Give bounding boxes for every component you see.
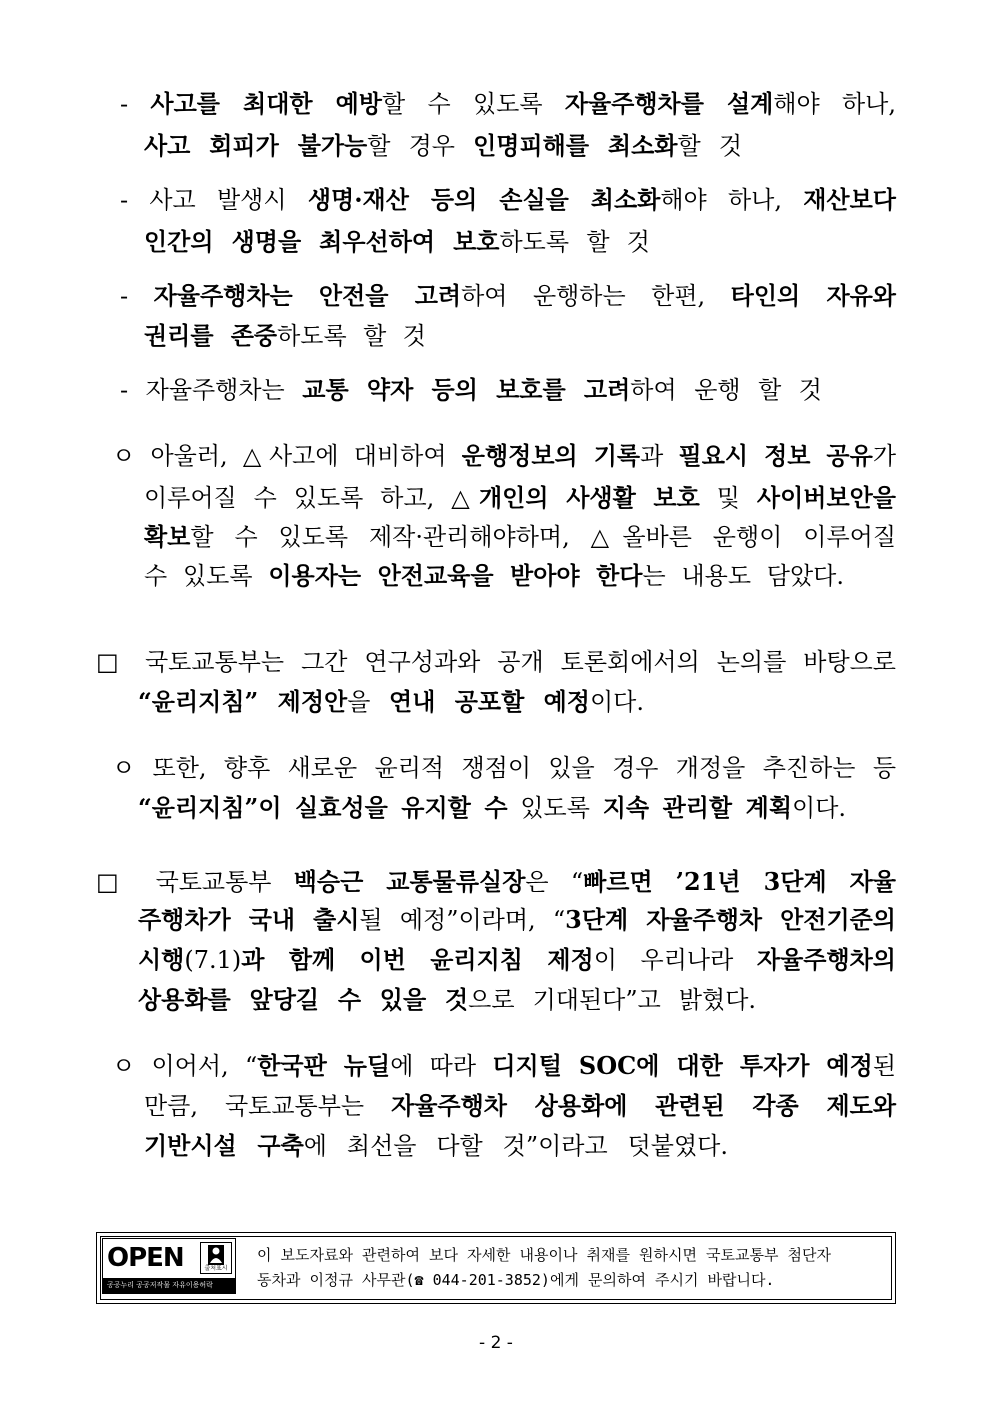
kogl-open-logo: OPEN [107, 1243, 184, 1273]
emphasis-text: 타인의 자유와 [730, 281, 896, 310]
body-line [96, 646, 896, 678]
emphasis-text: 운행정보의 기록 [461, 441, 641, 470]
body-text: 은 “ [525, 868, 584, 896]
body-line [96, 866, 896, 898]
body-text: 이 우리나라 [593, 946, 757, 974]
emphasis-text: 디지털 SOC에 대한 투자가 예정 [492, 1051, 873, 1080]
body-line [112, 752, 896, 784]
body-text: - 사고 발생시 [120, 186, 308, 214]
body-text: 할 수 있도록 [381, 90, 565, 118]
kogl-label-bar: 공공누리 공공저작물 자유이용허락 [103, 1278, 235, 1293]
emphasis-text: 시행 [138, 945, 185, 974]
body-text: 이루어질 수 있도록 하고, △ [144, 484, 479, 512]
emphasis-text: 백승근 교통물류실장 [293, 867, 526, 896]
body-text: - [120, 90, 151, 118]
body-text: 할 경우 [367, 132, 474, 160]
body-text: 및 [699, 484, 757, 512]
body-text: - 자율주행차는 [120, 376, 303, 404]
body-text: 과 [640, 442, 679, 470]
emphasis-text: 기반시설 구축 [144, 1131, 304, 1160]
body-line [138, 904, 896, 936]
body-text: 될 예정”이라며, “ [359, 906, 566, 934]
body-text: 해야 하나, [773, 90, 896, 118]
body-text: ㅇ 또한, 향후 새로운 윤리적 쟁점이 있을 경우 개정을 추진하는 등 [112, 754, 896, 782]
emphasis-text: 개인의 사생활 보호 [479, 483, 700, 512]
emphasis-text: 주행차가 국내 출시 [138, 905, 360, 934]
attribution-caption: 출처표시 [204, 1265, 228, 1272]
body-line [112, 1050, 896, 1082]
body-line [144, 482, 896, 514]
emphasis-text: “윤리지침”이 실효성을 유지할 수 [138, 793, 508, 822]
emphasis-text: 과 함께 이번 윤리지침 제정 [241, 945, 594, 974]
body-line [138, 792, 846, 824]
body-text: 하여 운행하는 한편, [461, 282, 731, 310]
body-line [120, 280, 896, 312]
body-text: 할 것 [677, 132, 743, 160]
emphasis-text: 빠르면 ’21년 3단계 자율 [583, 867, 896, 896]
body-line [144, 1090, 896, 1122]
body-text: 해야 하나, [660, 186, 804, 214]
attribution-person-icon [200, 1242, 232, 1274]
emphasis-text: 사이버보안을 [756, 483, 896, 512]
body-line [138, 686, 644, 718]
emphasis-text: 권리를 존중 [144, 321, 278, 350]
body-text: 하도록 할 것 [277, 322, 426, 350]
body-text: □ 국토교통부 [96, 868, 294, 896]
body-line [120, 184, 896, 216]
body-line [112, 440, 896, 472]
emphasis-text: 3단계 자율주행차 안전기준의 [565, 905, 896, 934]
emphasis-text: 자율주행차의 [756, 945, 896, 974]
contact-line-1: 이 보도자료와 관련하여 보다 자세한 내용이나 취재를 원하시면 국토교통부 첨단자 [257, 1246, 831, 1264]
body-line [138, 944, 896, 976]
body-text: 이다. [589, 688, 644, 716]
body-text: □ 국토교통부는 그간 연구성과와 공개 토론회에서의 논의를 바탕으로 [96, 648, 896, 676]
contact-box [96, 1232, 896, 1304]
kogl-open-license-badge [102, 1238, 236, 1294]
emphasis-text: 사고 회피가 불가능 [144, 131, 368, 160]
body-line [144, 320, 426, 352]
body-text: 수 있도록 [144, 562, 269, 590]
emphasis-text: 사고를 최대한 예방 [150, 89, 382, 118]
body-text: 에 따라 [390, 1052, 493, 1080]
emphasis-text: “윤리지침” 제정안 [138, 687, 348, 716]
body-text: 하여 운행 할 것 [630, 376, 822, 404]
body-text: 된 [872, 1052, 896, 1080]
emphasis-text: 이용자는 안전교육을 받아야 한다 [268, 561, 643, 590]
emphasis-text: 생명·재산 등의 손실을 최소화 [307, 185, 661, 214]
page-number: - 2 - [479, 1333, 513, 1353]
body-line [144, 521, 896, 553]
emphasis-text: 한국판 뉴딜 [257, 1051, 391, 1080]
body-text: 이다. [792, 794, 847, 822]
emphasis-text: 인명피해를 최소화 [473, 131, 678, 160]
body-text: 가 [872, 442, 896, 470]
body-text: 있도록 [507, 794, 603, 822]
emphasis-text: 자율주행차 상용화에 관련된 각종 제도와 [391, 1091, 896, 1120]
emphasis-text: 교통 약자 등의 보호를 고려 [302, 375, 631, 404]
body-line [144, 226, 650, 258]
emphasis-text: 확보 [144, 522, 191, 551]
emphasis-text: 연내 공포할 예정 [389, 687, 590, 716]
body-text: 할 수 있도록 제작·관리해야하며, △올바른 운행이 이루어질 [190, 523, 896, 551]
emphasis-text: 필요시 정보 공유 [678, 441, 873, 470]
body-text: 에 최선을 다할 것”이라고 덧붙였다. [303, 1132, 728, 1160]
body-line [144, 560, 844, 592]
emphasis-text: 인간의 생명을 최우선하여 보호 [144, 227, 500, 256]
emphasis-text: 자율주행차는 안전을 고려 [153, 281, 462, 310]
body-line [120, 374, 822, 406]
emphasis-text: 상용화를 앞당길 수 있을 것 [138, 985, 469, 1014]
contact-line-2: 동차과 이정규 사무관(☎ 044-201-3852)에게 문의하여 주시기 바랍니다. [257, 1271, 775, 1289]
body-text: 하도록 할 것 [499, 228, 650, 256]
emphasis-text: 자율주행차를 설계 [564, 89, 774, 118]
body-text: 는 내용도 담았다. [642, 562, 844, 590]
emphasis-text: 지속 관리할 계획 [602, 793, 793, 822]
body-line [120, 88, 896, 120]
body-text: ㅇ 아울러, △사고에 대비하여 [112, 442, 462, 470]
body-text: ㅇ 이어서, “ [112, 1052, 258, 1080]
body-line [144, 130, 742, 162]
body-text: 으로 기대된다”고 밝혔다. [468, 986, 757, 1014]
body-line [144, 1130, 728, 1162]
body-text: 을 [347, 688, 390, 716]
body-text: (7.1) [184, 946, 242, 974]
emphasis-text: 재산보다 [803, 185, 896, 214]
body-line [138, 984, 756, 1016]
body-text: - [120, 282, 154, 310]
body-text: 만큼, 국토교통부는 [144, 1092, 392, 1120]
